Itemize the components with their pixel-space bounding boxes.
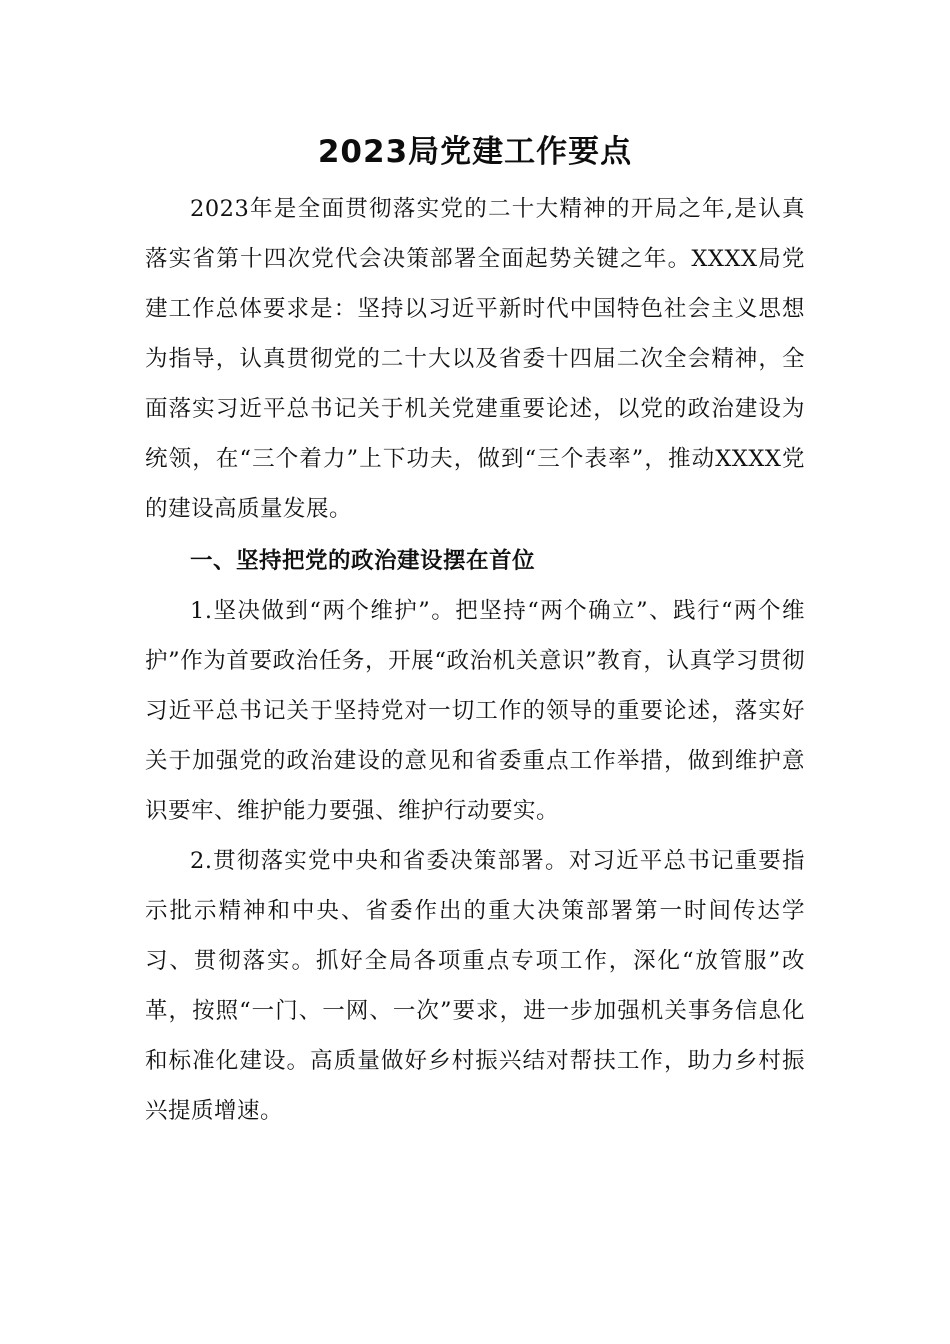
- document-title: 2023局党建工作要点: [317, 134, 633, 170]
- section-heading-1: 一、坚持把党的政治建设摆在首位: [190, 548, 536, 574]
- document-page: [145, 128, 805, 1136]
- section-1-item-2: 2.贯彻落实党中央和省委决策部署。对习近平总书记重要指示批示精神和中央、省委作出的重大决策部署第一时间传达学习、贯彻落实。抓好全局各项重点专项工作，深化“放管服”改革，按照“一门、一网、一次”要求，进一步加强机关事务信息化和标准化建设。高质量做好乡村振兴结对帮扶工作，助力乡村振兴提质增速。: [145, 848, 805, 1124]
- section-1-item-1: 1.坚决做到“两个维护”。把坚持“两个确立”、践行“两个维护”作为首要政治任务，开展“政治机关意识”教育，认真学习贯彻习近平总书记关于坚持党对一切工作的领导的重要论述，落实好关于加强党的政治建设的意见和省委重点工作举措，做到维护意识要牢、维护能力要强、维护行动要实。: [145, 598, 805, 824]
- intro-paragraph: 2023年是全面贯彻落实党的二十大精神的开局之年,是认真落实省第十四次党代会决策部署全面起势关键之年。XXXX局党建工作总体要求是：坚持以习近平新时代中国特色社会主义思想为指导，认真贯彻党的二十大以及省委十四届二次全会精神，全面落实习近平总书记关于机关党建重要论述，以党的政治建设为统领，在“三个着力”上下功夫，做到“三个表率”，推动XXXX党的建设高质量发展。: [145, 196, 805, 522]
